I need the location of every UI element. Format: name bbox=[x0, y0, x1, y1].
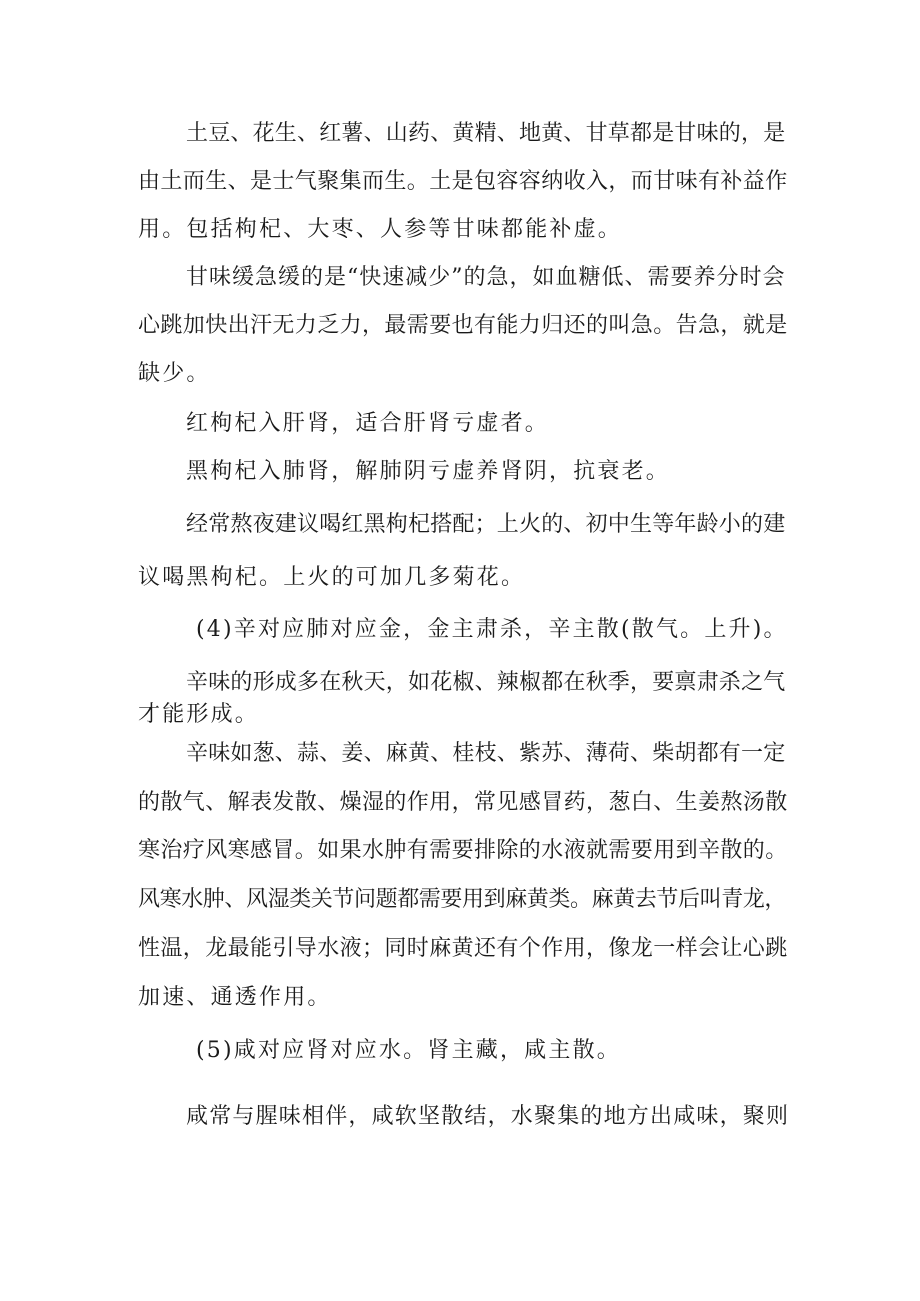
text-line: 性温，龙最能引导水液；同时麻黄还有个作用，像龙一样会让心跳 bbox=[138, 936, 788, 961]
text-line: 心跳加快出汗无力乏力，最需要也有能力归还的叫急。告急，就是 bbox=[138, 313, 788, 338]
text-line: 缺少。 bbox=[138, 361, 211, 386]
text-line: 才能形成。 bbox=[138, 702, 260, 727]
text-line: 甘味缓急缓的是“快速减少”的急，如血糖低、需要养分时会 bbox=[186, 265, 786, 290]
text-line: 寒治疗风寒感冒。如果水肿有需要排除的水液就需要用到辛散的。 bbox=[138, 838, 788, 863]
text-line: 经常熬夜建议喝红黑枸杞搭配；上火的、初中生等年龄小的建 bbox=[186, 512, 786, 537]
text-line: 议喝黑枸杞。上火的可加几多菊花。 bbox=[138, 565, 526, 590]
text-line: 辛味的形成多在秋天，如花椒、辣椒都在秋季，要禀肃杀之气 bbox=[186, 670, 786, 695]
text-line: 红枸杞入肝肾，适合肝肾亏虚者。 bbox=[186, 411, 550, 436]
section-heading-5: (5)咸对应肾对应水。肾主藏，咸主散。 bbox=[196, 1038, 621, 1063]
text-line: 土豆、花生、红薯、山药、黄精、地黄、甘草都是甘味的，是 bbox=[186, 121, 786, 146]
text-line: 用。包括枸杞、大枣、人参等甘味都能补虚。 bbox=[138, 217, 623, 242]
text-line: 黑枸杞入肺肾，解肺阴亏虚养肾阴，抗衰老。 bbox=[186, 459, 671, 484]
text-line: 加速、通透作用。 bbox=[138, 985, 332, 1010]
text-line: 由土而生、是士气聚集而生。土是包容容纳收入，而甘味有补益作 bbox=[138, 169, 788, 194]
text-line: 风寒水肿、风湿类关节问题都需要用到麻黄类。麻黄去节后叫青龙， bbox=[138, 887, 787, 912]
text-line: 辛味如葱、蒜、姜、麻黄、桂枝、紫苏、薄荷、柴胡都有一定 bbox=[186, 741, 786, 766]
text-line: 的散气、解表发散、燥湿的作用，常见感冒药，葱白、生姜熬汤散 bbox=[138, 790, 788, 815]
text-line: 咸常与腥味相伴，咸软坚散结，水聚集的地方出咸味，聚则 bbox=[186, 1104, 790, 1129]
section-heading-4: (4)辛对应肺对应金，金主肃杀，辛主散(散气。上升)。 bbox=[196, 617, 788, 642]
